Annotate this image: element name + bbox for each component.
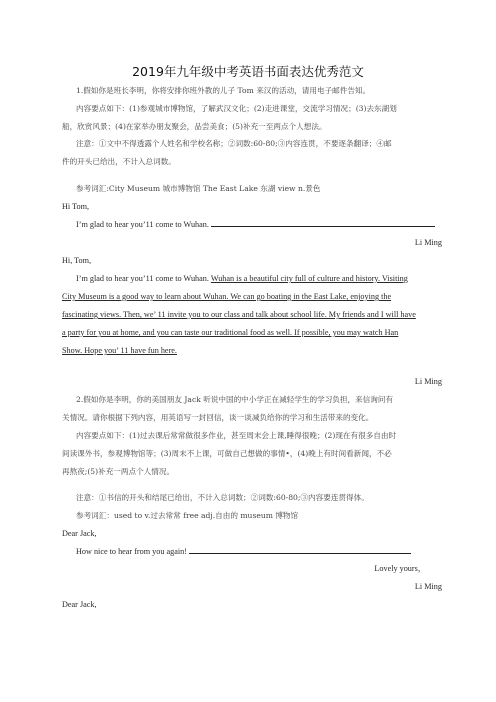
q2-greeting-2: Dear Jack, xyxy=(62,600,97,609)
q1-signature: Li Ming xyxy=(414,238,442,247)
model1-greeting: Hi, Tom, xyxy=(62,256,92,265)
model1-line-5: Show. Hope you’ 11 have fun here. xyxy=(62,346,177,355)
q2-prompt-line-2: 关情况。请你根据下列内容，用英语写一封回信，谈一谈减负给你的学习和生活带来的变化。 xyxy=(62,413,374,422)
q1-notes-line-1: 注意：①文中不得透露个人姓名和学校名称；②词数:60-80;③内容连贯，不要逐条翻译；④邮 xyxy=(76,139,392,148)
q2-notes: 注意：①书信的开头和结尾已给出，不计入总词数；②词数:60-80;③内容要连贯得体。 xyxy=(76,493,369,502)
q1-notes-line-2: 件的开头已给出，不计入总词数。 xyxy=(62,157,176,166)
q2-content-line-1: 内容要点如下：(1)过去课后常常做很多作业，甚至周末会上课,睡得很晚；(2)现在有很多自由时 xyxy=(76,431,397,440)
model1-signature: Li Ming xyxy=(414,377,442,386)
q2-prompt-line-1: 2.假如你是李明，你的美国朋友 Jack 听说中国的中小学正在减轻学生的学习负担，来信询问有 xyxy=(76,395,394,404)
q2-content-line-3: 再熬夜;(5)补充一两点个人情况。 xyxy=(62,467,175,476)
q1-greeting: Hi Tom, xyxy=(62,202,90,211)
q2-writing-blank xyxy=(189,544,411,554)
q2-vocab: 参考词汇：used to v.过去常常 free adj.自由的 museum 博物馆 xyxy=(76,511,299,520)
q1-content-line-2: 船，欣赏风景；(4)在家举办朋友聚会，品尝美食；(5)补充一至两点个人想法。 xyxy=(62,122,327,131)
q1-opening-line xyxy=(62,216,442,234)
q1-prompt: 1.假如你是班长李明，你将安排你班外教的儿子 Tom 来汉的活动，请用电子邮件告知。 xyxy=(76,86,371,95)
model1-line-1-underlined: Wuhan is a beautiful city full of culture and history. Visiting xyxy=(210,274,408,283)
model1-line-1 xyxy=(62,270,442,288)
model1-line-1-plain: I’m glad to hear you’11 come to Wuhan. xyxy=(76,274,211,283)
q1-writing-blank xyxy=(211,217,435,227)
q2-greeting: Dear Jack, xyxy=(62,529,97,538)
model1-line-4: a party for you at home, and you can taste our traditional food as well. If possible, you may watch Han xyxy=(62,328,399,337)
q2-opening: How nice to hear from you again! xyxy=(76,547,187,556)
q1-content-line-1: 内容要点如下：(1)参观城市博物馆，了解武汉文化；(2)走进课堂，交流学习情况；(3)去东湖划 xyxy=(76,104,397,113)
q2-closing: Lovely yours， xyxy=(374,564,426,573)
model1-line-3: fascinating views. Then, we’ 11 invite you to our class and talk about school life. My friends and I will have xyxy=(62,310,416,319)
q2-signature: Li Ming xyxy=(414,582,442,591)
q1-opening: I’m glad to hear you’11 come to Wuhan. xyxy=(76,220,209,229)
q1-vocab: 参考词汇:City Museum 城市博物馆 The East Lake 东湖 view n.景色 xyxy=(76,184,321,193)
model1-line-2: City Museum is a good way to learn about Wuhan. We can go boating in the East Lake, enjoying the xyxy=(62,292,392,301)
document-title: 2019年九年级中考英语书面表达优秀范文 xyxy=(132,64,364,79)
q2-opening-line xyxy=(62,543,442,561)
q2-content-line-2: 间读课外书，参观博物馆等；(3)周末不上课，可做自己想做的事情•，(4)晚上有时间看新闻，不必 xyxy=(62,449,392,458)
